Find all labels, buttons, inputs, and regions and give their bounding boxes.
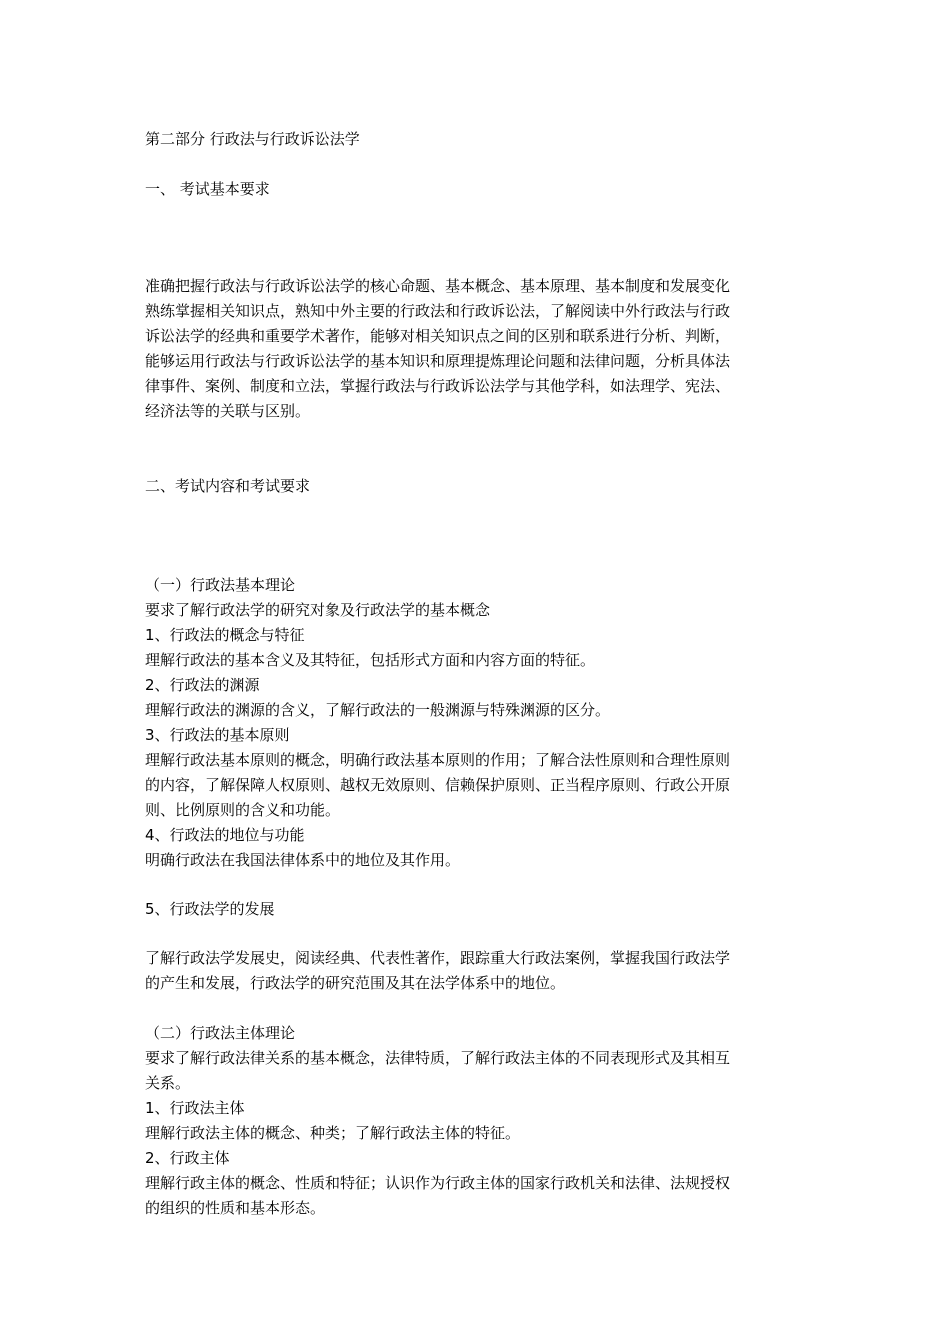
part2-intro: 关系。 xyxy=(145,1074,191,1092)
item-text: 理解行政法的基本含义及其特征，包括形式方面和内容方面的特征。 xyxy=(145,651,596,669)
section1-paragraph-line: 准确把握行政法与行政诉讼法学的核心命题、基本概念、基本原理、基本制度和发展变化 xyxy=(145,277,731,295)
item-text: 了解行政法学发展史，阅读经典、代表性著作，跟踪重大行政法案例，掌握我国行政法学 xyxy=(145,949,731,967)
part1-intro: 要求了解行政法学的研究对象及行政法学的基本概念 xyxy=(145,601,491,619)
item-text: 理解行政主体的概念、性质和特征；认识作为行政主体的国家行政机关和法律、法规授权 xyxy=(145,1174,731,1192)
part2-intro: 要求了解行政法律关系的基本概念，法律特质，了解行政法主体的不同表现形式及其相互 xyxy=(145,1049,731,1067)
item-text: 理解行政法基本原则的概念，明确行政法基本原则的作用；了解合法性原则和合理性原则 xyxy=(145,751,731,769)
item-text: 则、比例原则的含义和功能。 xyxy=(145,801,341,819)
part1-title: （一）行政法基本理论 xyxy=(145,576,296,594)
section2-title: 二、考试内容和考试要求 xyxy=(145,477,311,495)
item-label: 2、行政法的渊源 xyxy=(145,676,260,694)
section1-paragraph-line: 能够运用行政法与行政诉讼法学的基本知识和原理提炼理论问题和法律问题，分析具体法 xyxy=(145,352,731,370)
item-label: 1、行政法主体 xyxy=(145,1099,245,1117)
section1-paragraph-line: 经济法等的关联与区别。 xyxy=(145,402,311,420)
item-label: 3、行政法的基本原则 xyxy=(145,726,290,744)
section1-paragraph-line: 熟练掌握相关知识点，熟知中外主要的行政法和行政诉讼法，了解阅读中外行政法与行政 xyxy=(145,302,731,320)
section1-paragraph-line: 律事件、案例、制度和立法，掌握行政法与行政诉讼法学与其他学科，如法理学、宪法、 xyxy=(145,377,731,395)
section1-title: 一、 考试基本要求 xyxy=(145,180,270,198)
item-label: 4、行政法的地位与功能 xyxy=(145,826,305,844)
item-text: 明确行政法在我国法律体系中的地位及其作用。 xyxy=(145,851,461,869)
part-title: 第二部分 行政法与行政诉讼法学 xyxy=(145,130,360,148)
item-text: 的组织的性质和基本形态。 xyxy=(145,1199,326,1217)
item-text: 的内容，了解保障人权原则、越权无效原则、信赖保护原则、正当程序原则、行政公开原 xyxy=(145,776,731,794)
item-text: 理解行政法的渊源的含义，了解行政法的一般渊源与特殊渊源的区分。 xyxy=(145,701,611,719)
section1-paragraph-line: 诉讼法学的经典和重要学术著作，能够对相关知识点之间的区别和联系进行分析、判断， xyxy=(145,327,731,345)
item-label: 5、行政法学的发展 xyxy=(145,900,275,918)
part2-title: （二）行政法主体理论 xyxy=(145,1024,296,1042)
item-label: 2、行政主体 xyxy=(145,1149,230,1167)
item-text: 的产生和发展，行政法学的研究范围及其在法学体系中的地位。 xyxy=(145,974,566,992)
item-text: 理解行政法主体的概念、种类；了解行政法主体的特征。 xyxy=(145,1124,521,1142)
item-label: 1、行政法的概念与特征 xyxy=(145,626,305,644)
